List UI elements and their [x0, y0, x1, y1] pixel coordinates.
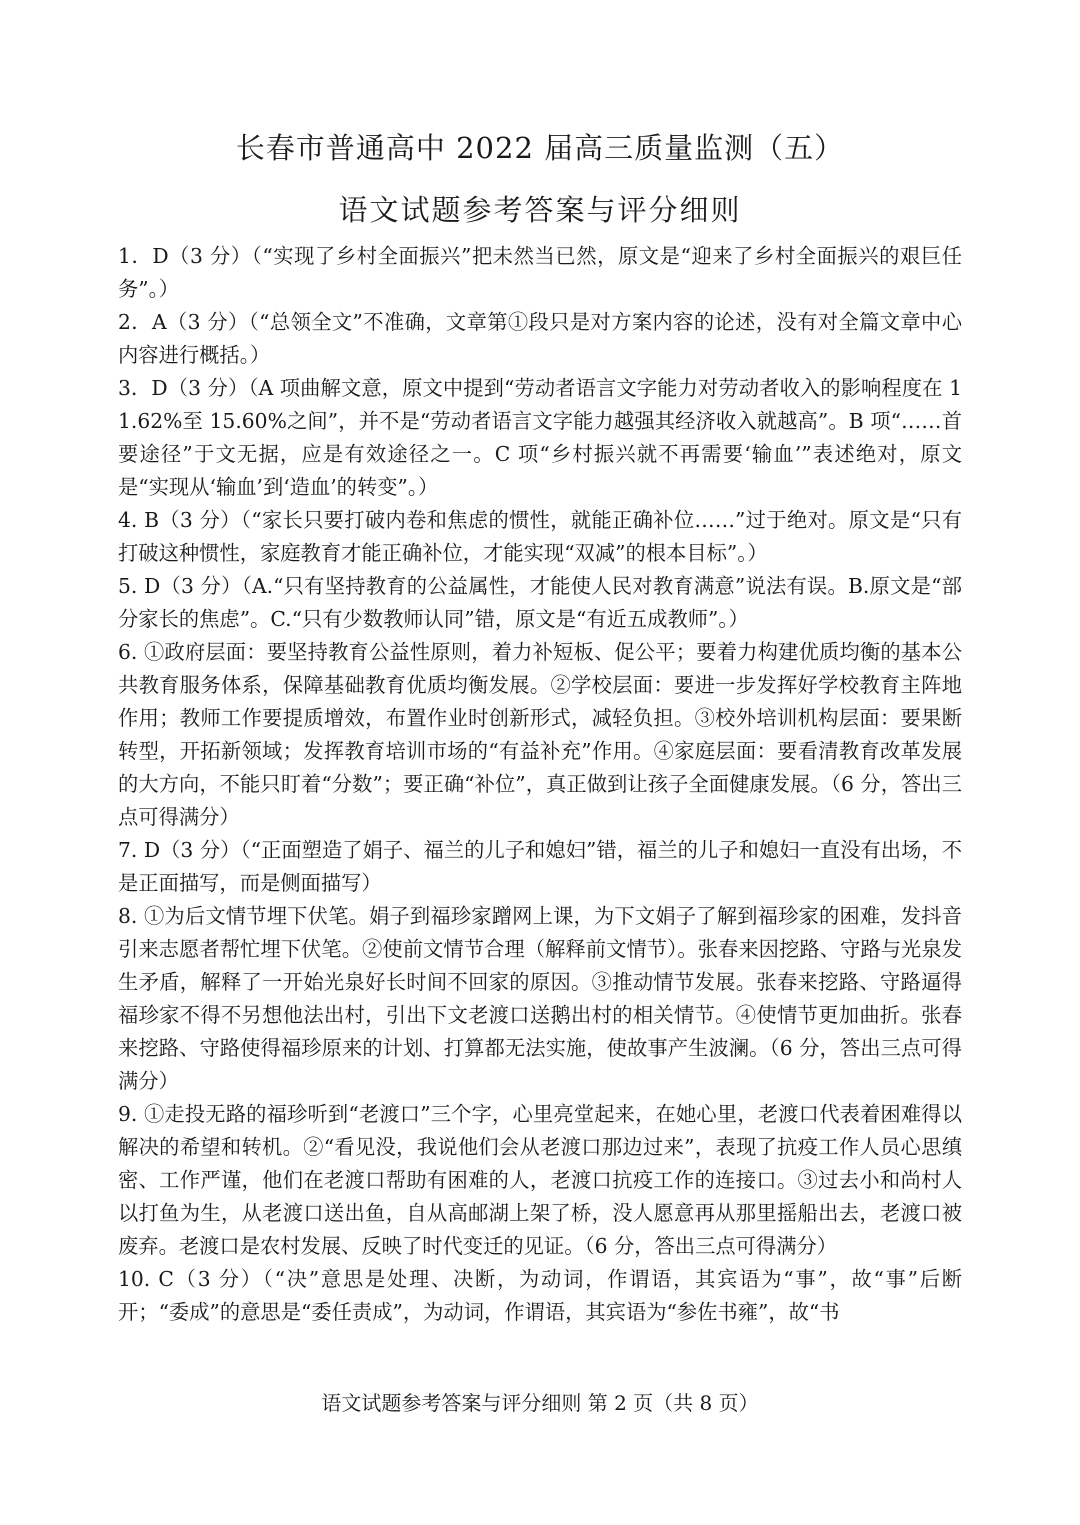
- answer-item-9: 9. ①走投无路的福珍听到“老渡口”三个字，心里亮堂起来，在她心里，老渡口代表着困难得以解决的希望和转机。②“看见没，我说他们会从老渡口那边过来”，表现了抗疫工作人员心思缜密、工作严谨，他们在老渡口帮助有困难的人，老渡口抗疫工作的连接口。③过去小和尚村人以打鱼为生，从老渡口送出鱼，自从高邮湖上架了桥，没人愿意再从那里摇船出去，老渡口被废弃。老渡口是农村发展、反映了时代变迁的见证。（6 分，答出三点可得满分）: [118, 1102, 962, 1258]
- answer-list: [118, 240, 962, 1329]
- page-footer: 语文试题参考答案与评分细则 第 2 页（共 8 页）: [321, 1391, 759, 1415]
- exam-subtitle: 语文试题参考答案与评分细则: [338, 193, 742, 227]
- answer-item-6: 6. ①政府层面：要坚持教育公益性原则，着力补短板、促公平；要着力构建优质均衡的基本公共教育服务体系，保障基础教育优质均衡发展。②学校层面：要进一步发挥好学校教育主阵地作用；教师工作要提质增效，布置作业时创新形式，减轻负担。③校外培训机构层面：要果断转型，开拓新领域；发挥教育培训市场的“有益补充”作用。④家庭层面：要看清教育改革发展的大方向，不能只盯着“分数”；要正确“补位”，真正做到让孩子全面健康发展。（6 分，答出三点可得满分）: [118, 640, 962, 829]
- answer-item-1: 1．D（3 分）（“实现了乡村全面振兴”把未然当已然，原文是“迎来了乡村全面振兴的艰巨任务”。）: [118, 244, 962, 301]
- answer-item-5: 5. D（3 分）（A.“只有坚持教育的公益属性，才能使人民对教育满意”说法有误。B.原文是“部分家长的焦虑”。C.“只有少数教师认同”错，原文是“有近五成教师”。）: [118, 574, 962, 631]
- answer-item-8: 8. ①为后文情节埋下伏笔。娟子到福珍家蹭网上课，为下文娟子了解到福珍家的困难，发抖音引来志愿者帮忙埋下伏笔。②使前文情节合理（解释前文情节）。张春来因挖路、守路与光泉发生矛盾，解释了一开始光泉好长时间不回家的原因。③推动情节发展。张春来挖路、守路逼得福珍家不得不另想他法出村，引出下文老渡口送鹅出村的相关情节。④使情节更加曲折。张春来挖路、守路使得福珍原来的计划、打算都无法实施，使故事产生波澜。（6 分，答出三点可得满分）: [118, 904, 962, 1093]
- answer-item-10: 10. C（3 分）（“决”意思是处理、决断，为动词，作谓语，其宾语为“事”，故“事”后断开；“委成”的意思是“委任责成”，为动词，作谓语，其宾语为“参佐书雍”，故“书: [118, 1267, 962, 1324]
- exam-title: 长春市普通高中 2022 届高三质量监测（五）: [235, 131, 845, 165]
- answer-item-4: 4. B（3 分）（“家长只要打破内卷和焦虑的惯性，就能正确补位……”过于绝对。原文是“只有打破这种惯性，家庭教育才能正确补位，才能实现“双减”的根本目标”。）: [118, 508, 962, 565]
- answer-item-7: 7. D（3 分）（“正面塑造了娟子、福兰的儿子和媳妇”错，福兰的儿子和媳妇一直没有出场，不是正面描写，而是侧面描写）: [118, 838, 962, 895]
- answer-item-3: 3．D（3 分）（A 项曲解文意，原文中提到“劳动者语言文字能力对劳动者收入的影响程度在 11.62%至 15.60%之间”，并不是“劳动者语言文字能力越强其经济收入就越高”。B 项“……首要途径”于文无据，应是有效途径之一。C 项“乡村振兴就不再需要‘输血’”表述绝对，原文是“实现从‘输血’到‘造血’的转变”。）: [118, 376, 962, 499]
- answer-item-2: 2．A（3 分）（“总领全文”不准确，文章第①段只是对方案内容的论述，没有对全篇文章中心内容进行概括。）: [118, 310, 962, 367]
